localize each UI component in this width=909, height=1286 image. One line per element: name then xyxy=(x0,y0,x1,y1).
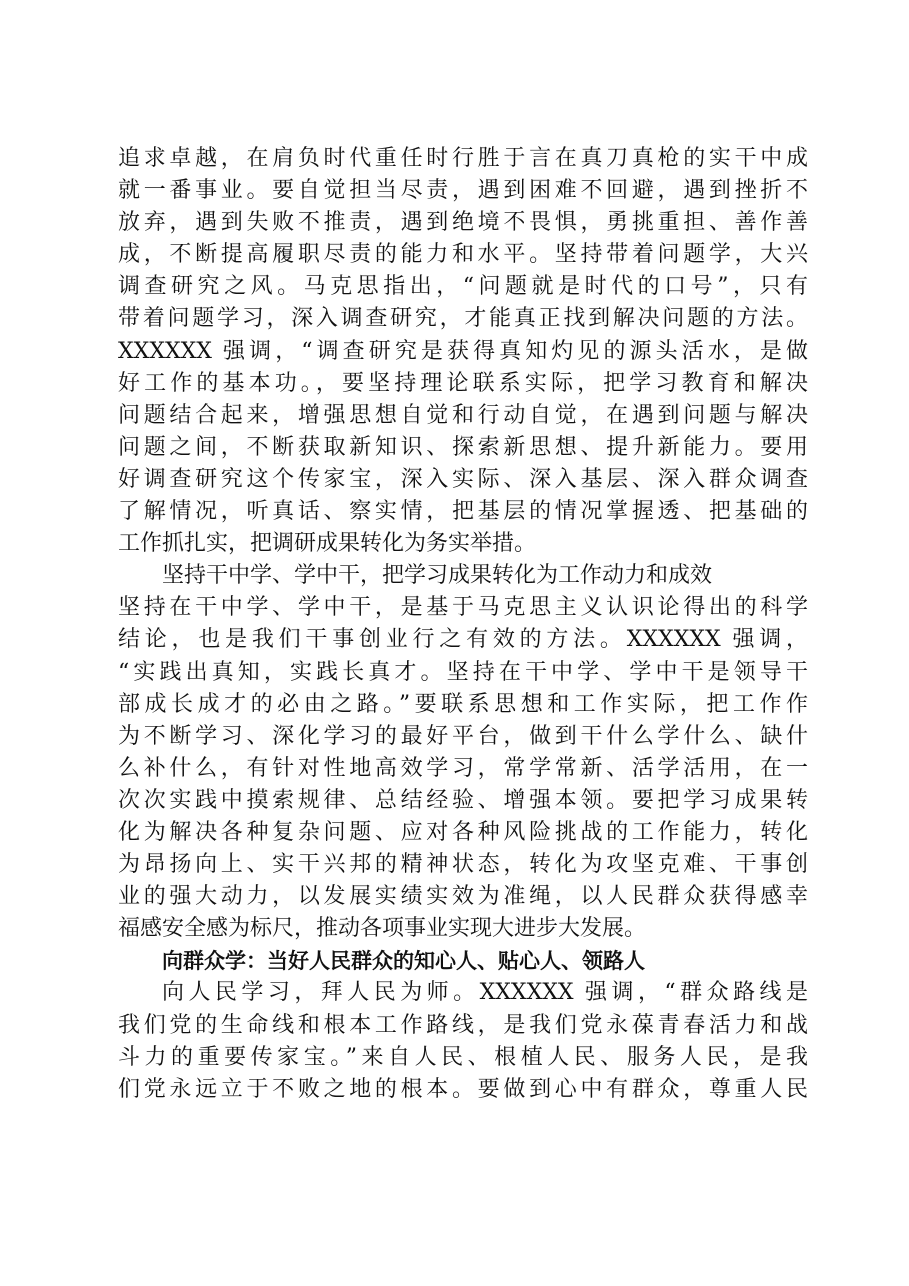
text-line: 为昂扬向上、实干兴邦的精神状态，转化为攻坚克难、干事创 xyxy=(118,852,808,878)
text-line: 部成长成才的必由之路。”要联系思想和工作实际，把工作作 xyxy=(118,691,808,717)
text-line: 福感安全感为标尺，推动各项事业实现大进步大发展。 xyxy=(118,916,647,942)
paragraph-lead-line: 坚持干中学、学中干，把学习成果转化为工作动力和成效 xyxy=(162,563,713,589)
text-line: 好工作的基本功。，要坚持理论联系实际，把学习教育和解决 xyxy=(118,370,808,396)
paragraph-2 xyxy=(118,560,808,945)
text-line: 化为解决各种复杂问题、应对各种风险挑战的工作能力，转化 xyxy=(118,819,808,845)
paragraph-1 xyxy=(118,143,808,560)
text-line: 了解情况，听真话、察实情，把基层的情况掌握透、把基础的 xyxy=(118,499,808,525)
text-line: 好调查研究这个传家宝，深入实际、深入基层、深入群众调查 xyxy=(118,466,808,492)
paragraph-3 xyxy=(118,977,808,1105)
text-line: 次次实践中摸索规律、总结经验、增强本领。要把学习成果转 xyxy=(118,787,808,813)
text-line: 斗力的重要传家宝。”来自人民、根植人民、服务人民，是我 xyxy=(118,1044,808,1070)
text-line: 工作抓扎实，把调研成果转化为务实举措。 xyxy=(118,531,537,557)
text-line: 放弃，遇到失败不推责，遇到绝境不畏惧，勇挑重担、善作善 xyxy=(118,210,808,236)
text-line: 就一番事业。要自觉担当尽责，遇到困难不回避，遇到挫折不 xyxy=(118,178,808,204)
text-line: 问题结合起来，增强思想自觉和行动自觉，在遇到问题与解决 xyxy=(118,402,808,428)
text-line: 成，不断提高履职尽责的能力和水平。坚持带着问题学，大兴 xyxy=(118,242,808,268)
paragraph-lead-line: 向人民学习，拜人民为师。XXXXXX 强调，“群众路线是 xyxy=(162,980,808,1006)
text-line: 调查研究之风。马克思指出，“问题就是时代的口号”，只有 xyxy=(118,274,808,300)
text-line: 们党永远立于不败之地的根本。要做到心中有群众，尊重人民 xyxy=(118,1076,808,1102)
text-line: 坚持在干中学、学中干，是基于马克思主义认识论得出的科学 xyxy=(118,595,808,621)
text-line: XXXXXX 强调，“调查研究是获得真知灼见的源头活水，是做 xyxy=(118,338,808,364)
text-line: 我们党的生命线和根本工作路线，是我们党永葆青春活力和战 xyxy=(118,1012,808,1038)
section-heading: 向群众学：当好人民群众的知心人、贴心人、领路人 xyxy=(162,949,645,974)
text-line: “实践出真知，实践长真才。坚持在干中学、学中干是领导干 xyxy=(118,659,808,685)
document-body xyxy=(118,143,808,1106)
text-line: 带着问题学习，深入调查研究，才能真正找到解决问题的方法。 xyxy=(118,306,808,332)
text-line: 为不断学习、深化学习的最好平台，做到干什么学什么、缺什 xyxy=(118,723,808,749)
text-line: 业的强大动力，以发展实绩实效为准绳，以人民群众获得感幸 xyxy=(118,884,808,910)
text-line: 么补什么，有针对性地高效学习，常学常新、活学活用，在一 xyxy=(118,755,808,781)
text-line: 追求卓越，在肩负时代重任时行胜于言在真刀真枪的实干中成 xyxy=(118,146,808,171)
text-line: 结论，也是我们干事创业行之有效的方法。XXXXXX 强调， xyxy=(118,627,808,653)
text-line: 问题之间，不断获取新知识、探索新思想、提升新能力。要用 xyxy=(118,434,808,460)
